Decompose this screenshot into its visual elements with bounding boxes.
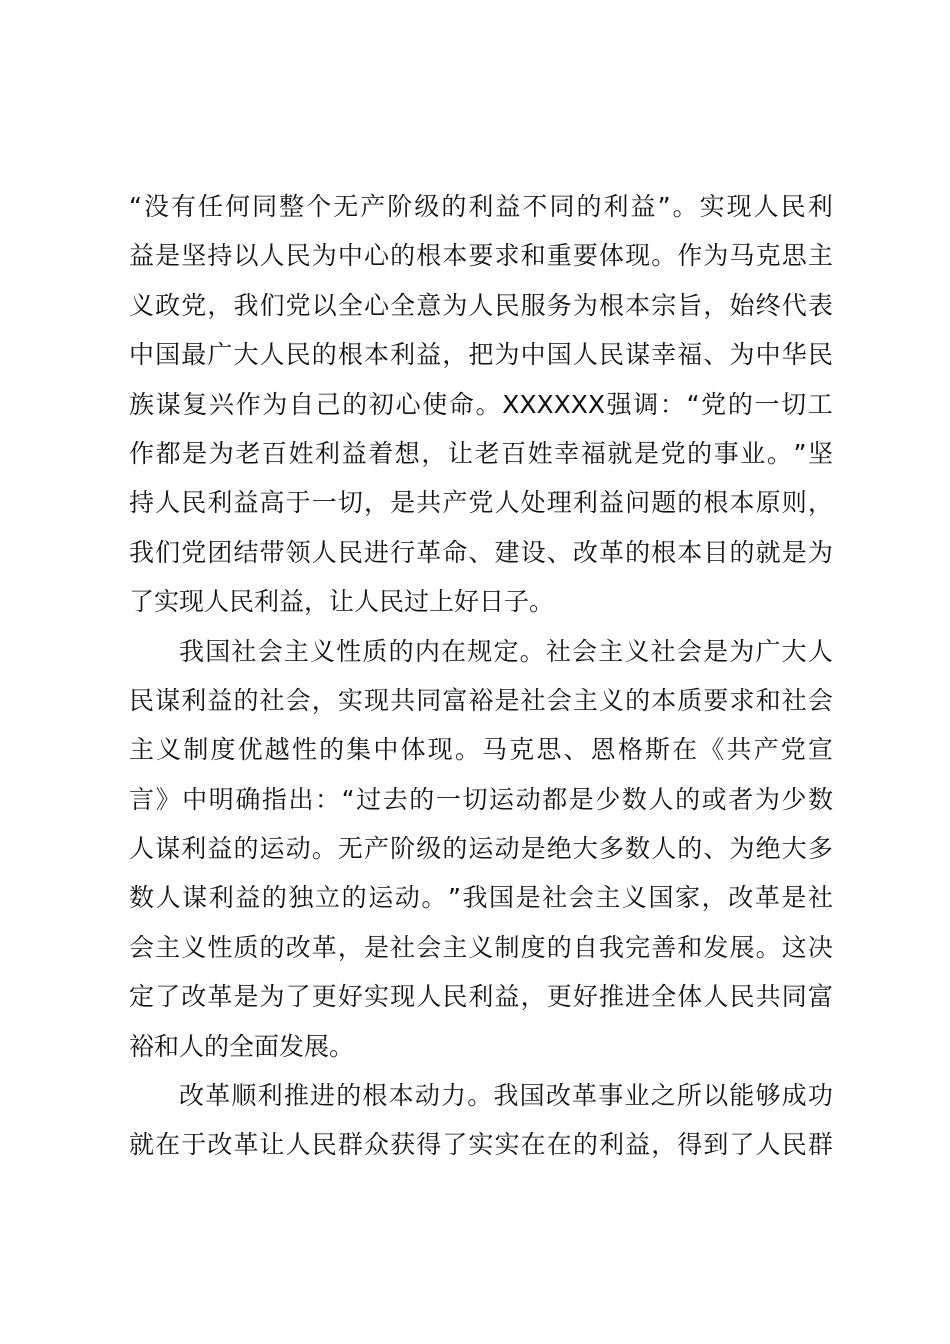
text-line: 会 主 义 性 质 的 改 革 ， 是 社 会 主 义 制 度 的 自 我 完 善 和 发 展 。 这 决: [129, 932, 833, 962]
text-line: 改 革 顺 利 推 进 的 根 本 动 力 。 我 国 改 革 事 业 之 所 以 能 够 成 功: [179, 1081, 833, 1111]
text-line: 族 谋 复 兴 作 为 自 己 的 初 心 使 命 。 XXXXXX 强 调 ： “ 党 的 一 切 工: [129, 389, 833, 419]
text-line: 裕和人的全面发展。: [129, 1031, 355, 1061]
text-line: 了实现人民利益，让人民过上好日子。: [129, 587, 555, 617]
text-line: 数 人 谋 利 益 的 独 立 的 运 动 。 ” 我 国 是 社 会 主 义 国 家 ， 改 革 是 社: [129, 883, 833, 913]
body-text: [129, 182, 833, 1170]
text-line: 作 都 是 为 老 百 姓 利 益 着 想 ， 让 老 百 姓 幸 福 就 是 党 的 事 业 。 ” 坚: [129, 438, 833, 468]
text-line: 就 在 于 改 革 让 人 民 群 众 获 得 了 实 实 在 在 的 利 益 ， 得 到 了 人 民 群: [129, 1130, 833, 1160]
text-line: 中 国 最 广 大 人 民 的 根 本 利 益 ， 把 为 中 国 人 民 谋 幸 福 、 为 中 华 民: [129, 340, 833, 370]
text-line: “ 没 有 任 何 同 整 个 无 产 阶 级 的 利 益 不 同 的 利 益 ” 。 实 现 人 民 利: [129, 192, 833, 221]
text-line: 定 了 改 革 是 为 了 更 好 实 现 人 民 利 益 ， 更 好 推 进 全 体 人 民 共 同 富: [129, 982, 833, 1012]
text-line: 我 国 社 会 主 义 性 质 的 内 在 规 定 。 社 会 主 义 社 会 是 为 广 大 人: [179, 636, 833, 666]
text-line: 我 们 党 团 结 带 领 人 民 进 行 革 命 、 建 设 、 改 革 的 根 本 目 的 就 是 为: [129, 537, 833, 567]
text-line: 民 谋 利 益 的 社 会 ， 实 现 共 同 富 裕 是 社 会 主 义 的 本 质 要 求 和 社 会: [129, 685, 833, 715]
text-line: 持 人 民 利 益 高 于 一 切 ， 是 共 产 党 人 处 理 利 益 问 题 的 根 本 原 则 ，: [129, 488, 833, 518]
text-line: 主 义 制 度 优 越 性 的 集 中 体 现 。 马 克 思 、 恩 格 斯 在 《 共 产 党 宣: [129, 735, 833, 765]
text-line: 益 是 坚 持 以 人 民 为 中 心 的 根 本 要 求 和 重 要 体 现 。 作 为 马 克 思 主: [129, 241, 833, 271]
text-line: 义 政 党 ， 我 们 党 以 全 心 全 意 为 人 民 服 务 为 根 本 宗 旨 ， 始 终 代 表: [129, 290, 833, 320]
text-line: 人 谋 利 益 的 运 动 。 无 产 阶 级 的 运 动 是 绝 大 多 数 人 的 、 为 绝 大 多: [129, 834, 833, 864]
text-line: 言 》 中 明 确 指 出 ： “ 过 去 的 一 切 运 动 都 是 少 数 人 的 或 者 为 少 数: [129, 784, 833, 814]
